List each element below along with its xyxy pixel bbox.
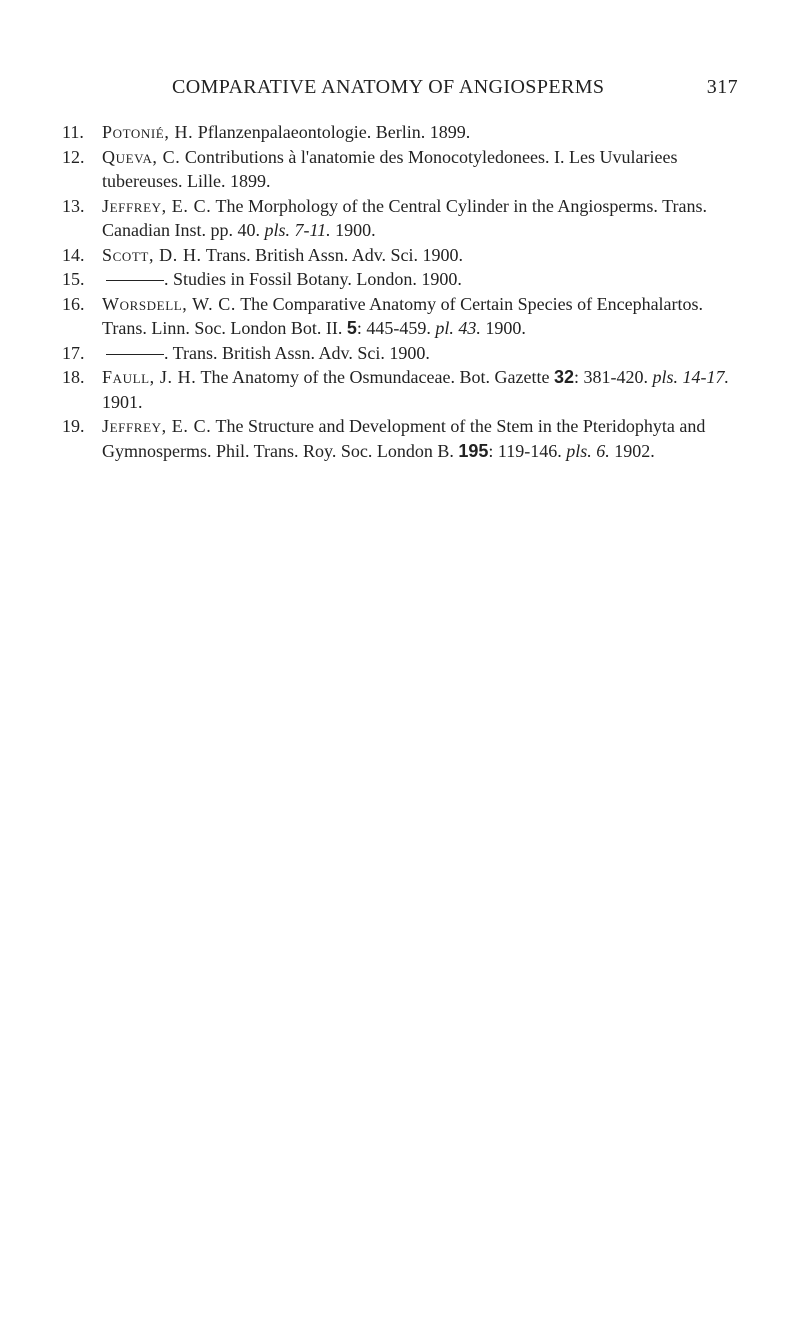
reference-number: 11.	[62, 122, 84, 142]
reference-plates: pls. 7-11.	[264, 220, 331, 240]
reference-text: Contributions à l'anatomie des Monocotyledonees. I. Les Uvulariees tubereuses. Lille. 1899.	[102, 146, 678, 191]
reference-volume: 5	[346, 318, 357, 338]
reference-author: Potonié, H.	[102, 122, 194, 142]
reference-text: Pflanzenpalaeontologie. Berlin. 1899.	[193, 122, 471, 142]
reference-volume: 32	[553, 367, 574, 387]
reference-number: 12.	[62, 146, 85, 167]
reference-number: 18.	[62, 367, 85, 387]
reference-year: 1900.	[480, 318, 526, 338]
ditto-dash	[106, 280, 164, 281]
reference-plates: pls. 6.	[566, 440, 610, 461]
reference-year: 1900.	[330, 220, 376, 240]
reference-number: 13.	[62, 195, 85, 216]
reference-list	[62, 120, 740, 463]
reference-author: Jeffrey, E. C.	[102, 416, 212, 436]
reference-text: Trans. British Assn. Adv. Sci. 1900.	[201, 244, 464, 265]
page-header	[112, 76, 738, 106]
reference-item	[62, 267, 740, 292]
reference-plates: pls. 14-17.	[652, 367, 729, 387]
reference-plates: pl. 43.	[435, 318, 481, 338]
reference-year: 1901.	[102, 391, 143, 412]
reference-text: . Studies in Fossil Botany. London. 1900.	[164, 269, 462, 289]
ditto-dash	[106, 354, 164, 355]
reference-number: 17.	[62, 342, 85, 363]
reference-item	[62, 292, 740, 341]
running-title: COMPARATIVE ANATOMY OF ANGIOSPERMS	[172, 76, 605, 98]
reference-volume: 195	[458, 440, 489, 461]
reference-text: The Structure and Development of the Stem in the Pteridophyta and Gymnosperms. Phil. Trans. Roy. Soc. London B.	[102, 416, 706, 461]
reference-item	[62, 194, 740, 243]
reference-author: Faull, J. H.	[102, 367, 197, 387]
reference-item	[62, 341, 740, 366]
reference-pages: : 119-146.	[488, 440, 567, 461]
reference-number: 19.	[62, 416, 85, 436]
page-number: 317	[706, 76, 738, 98]
reference-author: Queva, C.	[102, 146, 181, 167]
reference-pages: : 381-420.	[573, 367, 653, 387]
reference-text: The Morphology of the Central Cylinder in the Angiosperms. Trans. Canadian Inst. pp. 40.	[102, 195, 707, 240]
reference-author: Worsdell, W. C.	[102, 293, 237, 314]
reference-item	[62, 243, 740, 268]
reference-number: 16.	[62, 293, 85, 314]
reference-item	[62, 365, 740, 414]
reference-text: The Comparative Anatomy of Certain Species of Encephalartos. Trans. Linn. Soc. London Bot. II.	[102, 293, 704, 338]
reference-item	[62, 145, 740, 194]
reference-text: . Trans. British Assn. Adv. Sci. 1900.	[164, 342, 430, 363]
reference-item	[62, 120, 740, 145]
reference-item	[62, 414, 740, 463]
reference-number: 15.	[62, 269, 85, 289]
reference-author: Scott, D. H.	[102, 244, 202, 265]
reference-text: The Anatomy of the Osmundaceae. Bot. Gazette	[196, 367, 554, 387]
reference-pages: : 445-459.	[356, 318, 436, 338]
reference-author: Jeffrey, E. C.	[102, 195, 212, 216]
reference-year: 1902.	[609, 440, 655, 461]
reference-number: 14.	[62, 244, 85, 265]
